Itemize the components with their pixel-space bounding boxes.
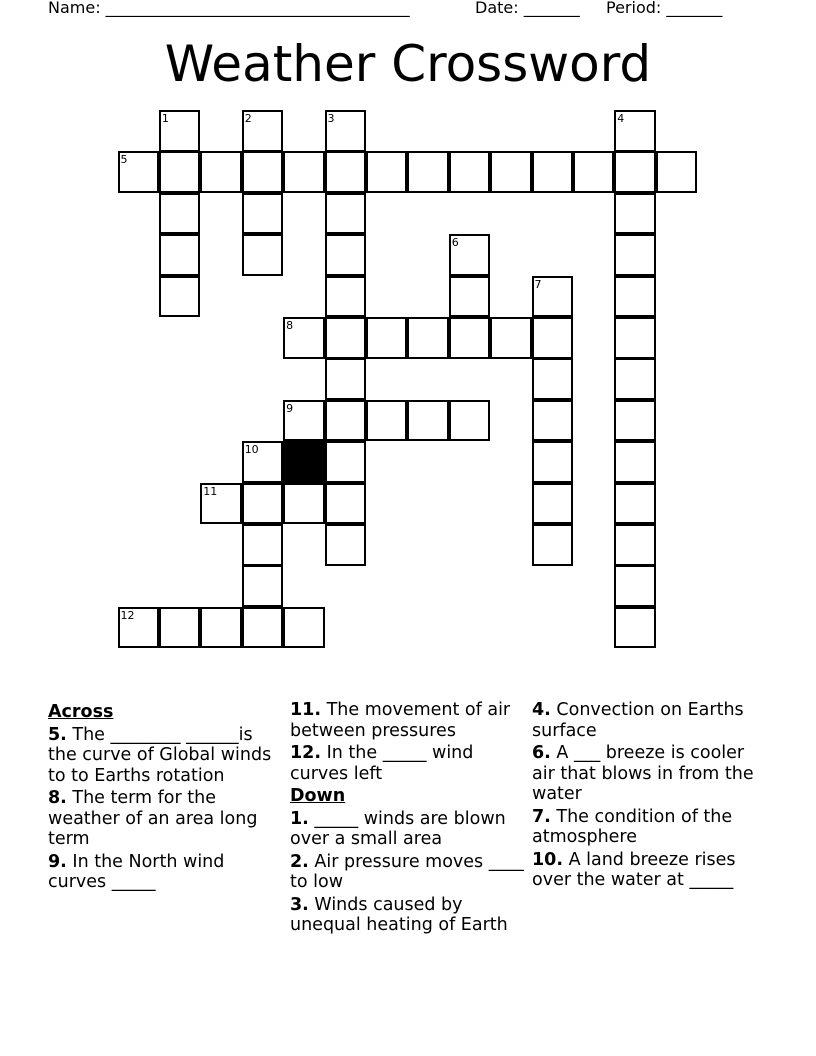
grid-cell[interactable]	[325, 193, 367, 235]
clue-column-2	[290, 700, 526, 938]
grid-cell[interactable]	[325, 400, 367, 442]
grid-cell[interactable]	[614, 234, 656, 276]
clue-item	[290, 895, 526, 936]
clue-item-number: 12.	[290, 743, 322, 763]
clue-item	[48, 725, 284, 787]
clue-number: 5	[120, 153, 128, 167]
grid-cell[interactable]	[283, 483, 325, 525]
page-title: Weather Crossword	[164, 35, 652, 93]
grid-cell[interactable]	[490, 151, 532, 193]
grid-cell[interactable]	[532, 358, 574, 400]
clue-item	[532, 850, 768, 891]
grid-cell[interactable]	[614, 151, 656, 193]
clue-item	[48, 852, 284, 893]
grid-cell[interactable]	[283, 607, 325, 649]
clue-number: 10	[244, 443, 259, 457]
clue-item-text: The movement of air between pressures	[290, 700, 511, 741]
down-heading: Down	[290, 786, 346, 806]
clue-item-number: 8.	[48, 788, 67, 808]
grid-cell[interactable]	[325, 151, 367, 193]
grid-cell[interactable]	[118, 151, 160, 193]
across-heading: Across	[48, 702, 114, 722]
clue-number: 8	[286, 319, 294, 332]
grid-cell[interactable]	[614, 193, 656, 235]
grid-cell[interactable]	[242, 524, 284, 566]
clue-item-number: 10.	[532, 849, 564, 870]
clue-item	[290, 809, 526, 850]
grid-cell[interactable]	[449, 400, 491, 442]
grid-cell[interactable]	[159, 607, 201, 649]
grid-cell[interactable]	[532, 317, 574, 359]
name-field-label: Name: ______________________________________	[48, 0, 410, 17]
grid-cell[interactable]	[573, 151, 615, 193]
grid-cell[interactable]	[159, 193, 201, 235]
grid-cell[interactable]	[325, 358, 367, 400]
grid-cell[interactable]	[614, 400, 656, 442]
clue-item	[290, 700, 526, 741]
grid-cell[interactable]	[283, 400, 325, 442]
grid-cell[interactable]	[614, 483, 656, 525]
grid-cell[interactable]	[325, 483, 367, 525]
grid-cell[interactable]	[449, 276, 491, 318]
clue-number: 9	[286, 401, 294, 415]
grid-cell[interactable]	[614, 524, 656, 566]
grid-cell[interactable]	[325, 234, 367, 276]
grid-cell[interactable]	[242, 483, 284, 525]
grid-cell[interactable]	[656, 151, 698, 193]
grid-cell[interactable]	[283, 317, 325, 359]
clue-item-text: Winds caused by unequal heating of Earth	[290, 894, 508, 935]
grid-cell[interactable]	[325, 524, 367, 566]
clue-column-1	[48, 700, 284, 895]
grid-cell[interactable]	[614, 441, 656, 483]
grid-cell[interactable]	[366, 317, 408, 359]
grid-cell[interactable]	[449, 151, 491, 193]
grid-cell[interactable]	[325, 110, 367, 152]
date-field-label: Date: _______	[475, 0, 580, 17]
clue-number: 4	[617, 112, 625, 125]
grid-cell[interactable]	[532, 441, 574, 483]
grid-cell[interactable]	[449, 234, 491, 276]
grid-cell[interactable]	[242, 151, 284, 193]
clue-number: 3	[327, 112, 335, 125]
grid-cell[interactable]	[490, 317, 532, 359]
grid-cell[interactable]	[532, 400, 574, 442]
clue-item-number: 1.	[290, 808, 309, 829]
clue-item-text: The term for the weather of an area long term	[48, 788, 258, 849]
clue-number: 6	[451, 236, 459, 250]
clue-item-number: 3.	[290, 894, 309, 915]
clue-item-text: Convection on Earths surface	[532, 700, 744, 741]
grid-cell[interactable]	[366, 400, 408, 442]
clue-item-text: The condition of the atmosphere	[532, 806, 733, 847]
clue-item-number: 9.	[48, 851, 67, 872]
grid-cell[interactable]	[242, 607, 284, 649]
grid-cell[interactable]	[614, 317, 656, 359]
clue-column-3	[532, 700, 768, 893]
grid-cell[interactable]	[159, 151, 201, 193]
grid-cell[interactable]	[366, 151, 408, 193]
clue-item-number: 7.	[532, 806, 551, 827]
grid-cell[interactable]	[532, 151, 574, 193]
clue-item	[290, 852, 526, 893]
grid-cell[interactable]	[118, 607, 160, 649]
grid-cell[interactable]	[449, 317, 491, 359]
clue-number: 2	[244, 112, 252, 125]
clue-item-text: In the _____ wind curves left	[290, 743, 474, 784]
period-field-label: Period: _______	[606, 0, 723, 17]
clue-number: 11	[203, 484, 218, 498]
grid-cell[interactable]	[614, 565, 656, 607]
grid-cell[interactable]	[159, 110, 201, 152]
clue-item	[532, 743, 768, 805]
grid-cell[interactable]	[407, 317, 449, 359]
clue-item-text: Air pressure moves ____ to low	[290, 851, 524, 892]
grid-cell[interactable]	[614, 110, 656, 152]
grid-cell[interactable]	[407, 151, 449, 193]
grid-cell[interactable]	[159, 234, 201, 276]
grid-cell[interactable]	[242, 441, 284, 483]
grid-cell[interactable]	[283, 151, 325, 193]
grid-cell[interactable]	[242, 110, 284, 152]
clue-item	[48, 788, 284, 850]
clue-item-text: A ___ breeze is cooler air that blows in from the water	[532, 743, 754, 804]
grid-cell[interactable]	[532, 276, 574, 318]
clue-item-number: 2.	[290, 851, 309, 872]
clue-item-number: 5.	[48, 724, 67, 745]
grid-cell[interactable]	[159, 276, 201, 318]
grid-cell[interactable]	[614, 358, 656, 400]
grid-cell[interactable]	[242, 234, 284, 276]
shaded-cell	[283, 441, 325, 483]
grid-cell[interactable]	[200, 151, 242, 193]
clue-item-text: _____ winds are blown over a small area	[290, 808, 506, 849]
clue-item	[290, 743, 526, 784]
grid-cell[interactable]	[614, 607, 656, 649]
grid-cell[interactable]	[614, 276, 656, 318]
grid-cell[interactable]	[200, 607, 242, 649]
grid-cell[interactable]	[200, 483, 242, 525]
grid-cell[interactable]	[325, 441, 367, 483]
clue-item-number: 4.	[532, 700, 551, 720]
clue-number: 1	[161, 112, 169, 125]
clue-item-text: The ________ ______is the curve of Global winds to to Earths rotation	[48, 724, 272, 786]
grid-cell[interactable]	[325, 276, 367, 318]
clue-item-text: A land breeze rises over the water at _____	[532, 849, 736, 890]
grid-cell[interactable]	[532, 524, 574, 566]
clue-number: 7	[534, 277, 542, 291]
grid-cell[interactable]	[325, 317, 367, 359]
clue-item-number: 6.	[532, 743, 551, 763]
clue-item	[532, 807, 768, 848]
grid-cell[interactable]	[242, 193, 284, 235]
clue-number: 12	[120, 608, 135, 622]
grid-cell[interactable]	[407, 400, 449, 442]
clue-item-text: In the North wind curves _____	[48, 851, 225, 892]
grid-cell[interactable]	[532, 483, 574, 525]
grid-cell[interactable]	[242, 565, 284, 607]
clue-item-number: 11.	[290, 700, 322, 720]
clue-item	[532, 700, 768, 741]
